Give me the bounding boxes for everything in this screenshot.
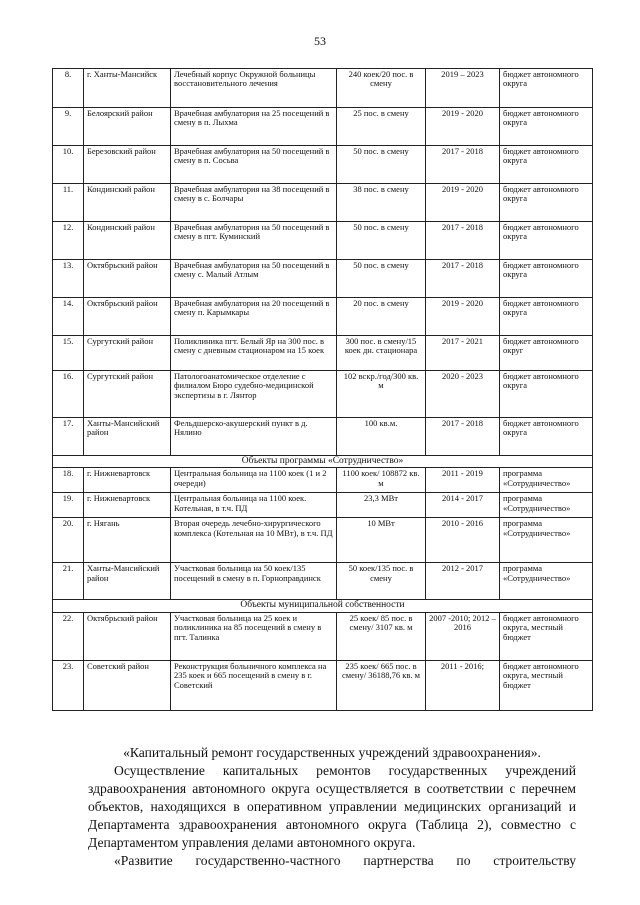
object-cell: Врачебная амбулатория на 50 посещений в смену в п. Сосьва bbox=[171, 146, 337, 184]
years-cell: 2014 - 2017 bbox=[426, 493, 500, 518]
paragraph-continued: «Развитие государственно-частного партнерства по строительству bbox=[114, 853, 576, 868]
funding-source-cell: бюджет автономного округа bbox=[500, 260, 593, 298]
capacity-cell: 38 пос. в смену bbox=[337, 184, 426, 222]
years-cell: 2017 - 2018 bbox=[426, 260, 500, 298]
years-cell: 2019 - 2020 bbox=[426, 298, 500, 336]
table-row bbox=[53, 660, 593, 710]
section-heading: «Капитальный ремонт государственных учреждений здравоохранения». bbox=[123, 745, 541, 760]
page-number: 53 bbox=[314, 34, 326, 48]
funding-source-cell: бюджет автономного округа bbox=[500, 69, 593, 108]
paragraph: Осуществление капитальных ремонтов государственных учреждений здравоохранения автономного округа осуществляется в соответствии с перечнем объектов, находящихся в оперативном управлении медицинских организаций и Департамента здравоохранения автономного округа (Таблица 2), совместно с Департаментом управления делами автономного округа. bbox=[88, 763, 576, 850]
territory-cell: Октябрьский район bbox=[84, 612, 171, 660]
object-cell: Врачебная амбулатория на 38 посещений в смену в с. Болчары bbox=[171, 184, 337, 222]
capacity-cell: 23,3 МВт bbox=[337, 493, 426, 518]
row-number: 16. bbox=[53, 371, 84, 418]
territory-cell: г. Ханты-Мансийск bbox=[84, 69, 171, 108]
funding-source-cell: бюджет автономного округа, местный бюджет bbox=[500, 612, 593, 660]
table-row bbox=[53, 468, 593, 493]
funding-source-cell: бюджет автономного округа bbox=[500, 371, 593, 418]
row-number: 8. bbox=[53, 69, 84, 108]
funding-source-cell: бюджет автономного округа bbox=[500, 418, 593, 456]
years-cell: 2017 - 2021 bbox=[426, 336, 500, 371]
table-row bbox=[53, 222, 593, 260]
territory-cell: Октябрьский район bbox=[84, 260, 171, 298]
capacity-cell: 50 коек/135 пос. в смену bbox=[337, 563, 426, 600]
territory-cell: Октябрьский район bbox=[84, 298, 171, 336]
territory-cell: Белоярский район bbox=[84, 108, 171, 146]
table-row bbox=[53, 612, 593, 660]
row-number: 20. bbox=[53, 518, 84, 563]
capacity-cell: 50 пос. в смену bbox=[337, 260, 426, 298]
row-number: 17. bbox=[53, 418, 84, 456]
capacity-cell: 240 коек/20 пос. в смену bbox=[337, 69, 426, 108]
objects-table-body bbox=[53, 69, 593, 711]
table-row bbox=[53, 184, 593, 222]
years-cell: 2017 - 2018 bbox=[426, 146, 500, 184]
row-number: 22. bbox=[53, 612, 84, 660]
row-number: 15. bbox=[53, 336, 84, 371]
funding-source-cell: бюджет автономного округа bbox=[500, 108, 593, 146]
object-cell: Врачебная амбулатория на 20 посещений в смену п. Карымкары bbox=[171, 298, 337, 336]
capacity-cell: 102 вскр./год/300 кв. м bbox=[337, 371, 426, 418]
funding-source-cell: программа «Сотрудничество» bbox=[500, 468, 593, 493]
capacity-cell: 100 кв.м. bbox=[337, 418, 426, 456]
table-row bbox=[53, 371, 593, 418]
capacity-cell: 235 коек/ 665 пос. в смену/ 36188,76 кв. м bbox=[337, 660, 426, 710]
years-cell: 2017 - 2018 bbox=[426, 418, 500, 456]
objects-table bbox=[52, 68, 593, 711]
object-cell: Патологоанатомическое отделение с филиалом Бюро судебно-медицинской экспертизы в г. Лянтор bbox=[171, 371, 337, 418]
territory-cell: Сургутский район bbox=[84, 371, 171, 418]
years-cell: 2019 - 2020 bbox=[426, 108, 500, 146]
table-row bbox=[53, 146, 593, 184]
funding-source-cell: бюджет автономного округа, местный бюджет bbox=[500, 660, 593, 710]
row-number: 14. bbox=[53, 298, 84, 336]
object-cell: Вторая очередь лечебно-хирургического комплекса (Котельная на 10 МВт), в т.ч. ПД bbox=[171, 518, 337, 563]
section-row-municipal bbox=[53, 600, 593, 612]
table-row bbox=[53, 108, 593, 146]
years-cell: 2020 - 2023 bbox=[426, 371, 500, 418]
table-row bbox=[53, 298, 593, 336]
territory-cell: Березовский район bbox=[84, 146, 171, 184]
table-row bbox=[53, 336, 593, 371]
body-text bbox=[88, 744, 576, 870]
object-cell: Врачебная амбулатория на 25 посещений в смену в п. Лыхма bbox=[171, 108, 337, 146]
territory-cell: г. Нижневартовск bbox=[84, 493, 171, 518]
funding-source-cell: бюджет автономного округа bbox=[500, 222, 593, 260]
table-row bbox=[53, 69, 593, 108]
funding-source-cell: программа «Сотрудничество» bbox=[500, 563, 593, 600]
years-cell: 2010 - 2016 bbox=[426, 518, 500, 563]
territory-cell: Советский район bbox=[84, 660, 171, 710]
row-number: 11. bbox=[53, 184, 84, 222]
row-number: 9. bbox=[53, 108, 84, 146]
section-title: Объекты муниципальной собственности bbox=[53, 600, 593, 612]
capacity-cell: 50 пос. в смену bbox=[337, 222, 426, 260]
object-cell: Участковая больница на 25 коек и поликлиника на 85 посещений в смену в пгт. Талинка bbox=[171, 612, 337, 660]
object-cell: Врачебная амбулатория на 50 посещений в смену с. Малый Атлым bbox=[171, 260, 337, 298]
object-cell: Лечебный корпус Окружной больницы восстановительного лечения bbox=[171, 69, 337, 108]
table-row bbox=[53, 418, 593, 456]
object-cell: Фельдшерско-акушерский пункт в д. Нялино bbox=[171, 418, 337, 456]
funding-source-cell: бюджет автономного округа bbox=[500, 184, 593, 222]
capacity-cell: 300 пос. в смену/15 коек дн. стационара bbox=[337, 336, 426, 371]
years-cell: 2017 - 2018 bbox=[426, 222, 500, 260]
row-number: 21. bbox=[53, 563, 84, 600]
funding-source-cell: бюджет автономного округа bbox=[500, 298, 593, 336]
section-title: Объекты программы «Сотрудничество» bbox=[53, 456, 593, 468]
row-number: 19. bbox=[53, 493, 84, 518]
object-cell: Центральная больница на 1100 коек. Котельная, в т.ч. ПД bbox=[171, 493, 337, 518]
object-cell: Реконструкция больничного комплекса на 235 коек и 665 посещений в смену в г. Советский bbox=[171, 660, 337, 710]
funding-source-cell: программа «Сотрудничество» bbox=[500, 518, 593, 563]
years-cell: 2011 - 2019 bbox=[426, 468, 500, 493]
row-number: 13. bbox=[53, 260, 84, 298]
funding-source-cell: бюджет автономного округ bbox=[500, 336, 593, 371]
years-cell: 2012 - 2017 bbox=[426, 563, 500, 600]
territory-cell: Ханты-Мансийский район bbox=[84, 563, 171, 600]
section-row-cooperation bbox=[53, 456, 593, 468]
funding-source-cell: бюджет автономного округа bbox=[500, 146, 593, 184]
territory-cell: Кондинский район bbox=[84, 222, 171, 260]
capacity-cell: 50 пос. в смену bbox=[337, 146, 426, 184]
object-cell: Поликлиника пгт. Белый Яр на 300 пос. в смену с дневным стационаром на 15 коек bbox=[171, 336, 337, 371]
row-number: 12. bbox=[53, 222, 84, 260]
capacity-cell: 10 МВт bbox=[337, 518, 426, 563]
capacity-cell: 1100 коек/ 108872 кв. м bbox=[337, 468, 426, 493]
object-cell: Врачебная амбулатория на 50 посещений в смену в пгт. Куминский bbox=[171, 222, 337, 260]
capacity-cell: 20 пос. в смену bbox=[337, 298, 426, 336]
years-cell: 2011 - 2016; bbox=[426, 660, 500, 710]
years-cell: 2019 – 2023 bbox=[426, 69, 500, 108]
territory-cell: г. Нягань bbox=[84, 518, 171, 563]
years-cell: 2007 -2010; 2012 – 2016 bbox=[426, 612, 500, 660]
territory-cell: Кондинский район bbox=[84, 184, 171, 222]
territory-cell: Ханты-Мансийский район bbox=[84, 418, 171, 456]
row-number: 18. bbox=[53, 468, 84, 493]
table-row bbox=[53, 563, 593, 600]
row-number: 23. bbox=[53, 660, 84, 710]
capacity-cell: 25 коек/ 85 пос. в смену/ 3107 кв. м bbox=[337, 612, 426, 660]
table-row bbox=[53, 493, 593, 518]
object-cell: Участковая больница на 50 коек/135 посещений в смену в п. Горноправдинск bbox=[171, 563, 337, 600]
territory-cell: Сургутский район bbox=[84, 336, 171, 371]
capacity-cell: 25 пос. в смену bbox=[337, 108, 426, 146]
table-row bbox=[53, 518, 593, 563]
table-row bbox=[53, 260, 593, 298]
funding-source-cell: программа «Сотрудничество» bbox=[500, 493, 593, 518]
row-number: 10. bbox=[53, 146, 84, 184]
years-cell: 2019 - 2020 bbox=[426, 184, 500, 222]
territory-cell: г. Нижневартовск bbox=[84, 468, 171, 493]
object-cell: Центральная больница на 1100 коек (1 и 2 очереди) bbox=[171, 468, 337, 493]
